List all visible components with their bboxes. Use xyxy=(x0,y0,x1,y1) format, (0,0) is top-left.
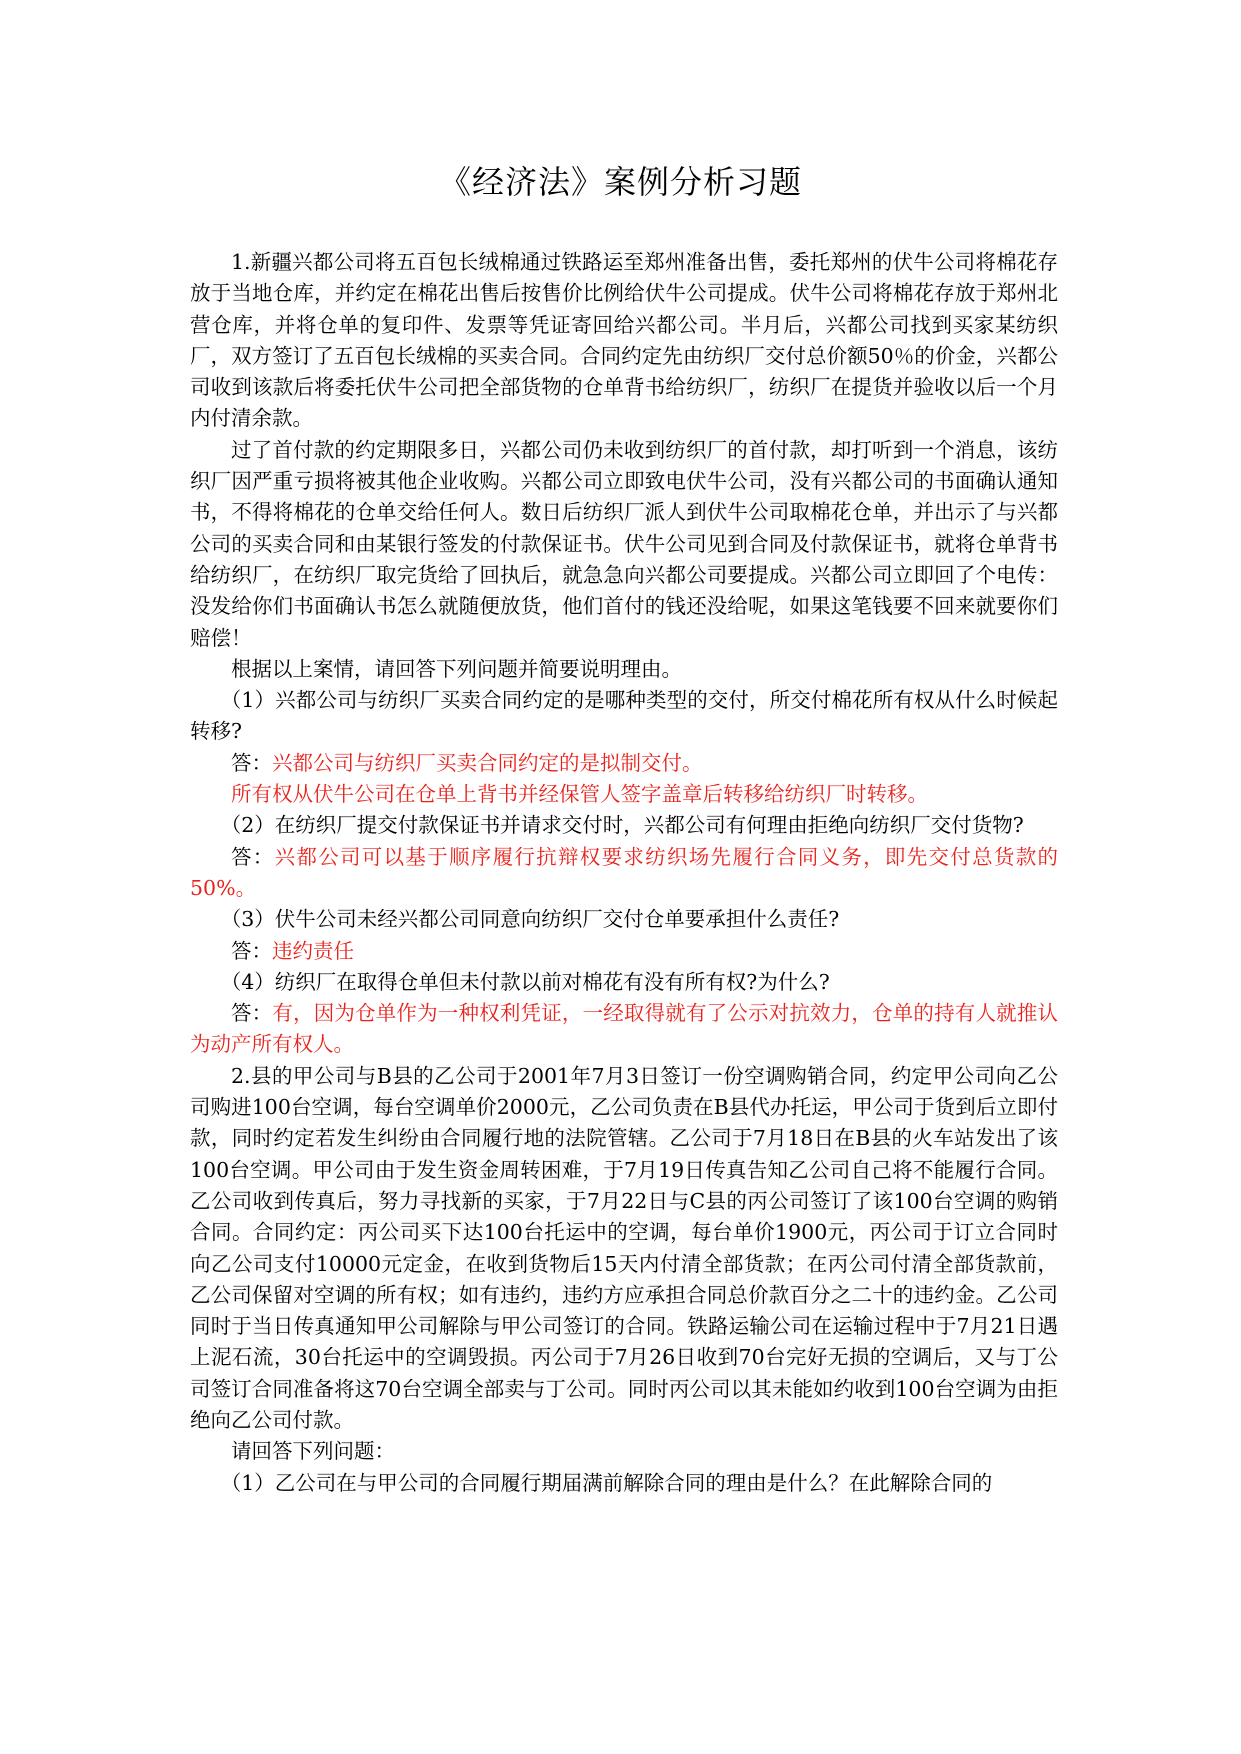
case1-answer-3 xyxy=(190,936,1058,967)
case1-answer-1-continued: 所有权从伏牛公司在仓单上背书并经保管人签字盖章后转移给纺织厂时转移。 xyxy=(231,782,928,807)
page-title: 《经济法》案例分析习题 xyxy=(438,163,802,201)
case1-question-3: （3）伏牛公司未经兴都公司同意向纺织厂交付仓单要承担什么责任? xyxy=(220,907,840,932)
case1-answer-2 xyxy=(190,842,1058,905)
document-body xyxy=(190,247,1058,1499)
answer-label: 答： xyxy=(231,750,272,775)
case1-question-1: （1）兴都公司与纺织厂买卖合同约定的是哪种类型的交付，所交付棉花所有权从什么时候起转移? xyxy=(190,688,1058,744)
answer-label: 答： xyxy=(231,1001,273,1026)
case1-answer-1 xyxy=(190,748,1058,779)
case1-instruction: 根据以上案情，请回答下列问题并简要说明理由。 xyxy=(231,656,682,681)
case1-question-4: （4）纺织厂在取得仓单但未付款以前对棉花有没有所有权?为什么? xyxy=(220,969,830,994)
answer-text: 违约责任 xyxy=(272,938,354,963)
answer-label: 答： xyxy=(231,844,275,869)
case2-instruction: 请回答下列问题： xyxy=(231,1439,395,1464)
case1-paragraph-2: 过了首付款的约定期限多日，兴都公司仍未收到纺织厂的首付款，却打听到一个消息，该纺织厂因严重亏损将被其他企业收购。兴都公司立即致电伏牛公司，没有兴都公司的书面确认通知书，不得将棉花的仓单交给任何人。数日后纺织厂派人到伏牛公司取棉花仓单，并出示了与兴都公司的买卖合同和由某银行签发的付款保证书。伏牛公司见到合同及付款保证书，就将仓单背书给纺织厂，在纺织厂取完货给了回执后，就急急向兴都公司要提成。兴都公司立即回了个电传：没发给你们书面确认书怎么就随便放货，他们首付的钱还没给呢，如果这笔钱要不回来就要你们赔偿！ xyxy=(190,437,1058,650)
case2-question-1: （1）乙公司在与甲公司的合同履行期届满前解除合同的理由是什么？在此解除合同的 xyxy=(220,1470,993,1495)
case1-answer-4 xyxy=(190,998,1058,1061)
case1-paragraph-1: 1.新疆兴都公司将五百包长绒棉通过铁路运至郑州准备出售，委托郑州的伏牛公司将棉花存放于当地仓库，并约定在棉花出售后按售价比例给伏牛公司提成。伏牛公司将棉花存放于郑州北营仓库，并将仓单的复印件、发票等凭证寄回给兴都公司。半月后，兴都公司找到买家某纺织厂，双方签订了五百包长绒棉的买卖合同。合同约定先由纺织厂交付总价额50％的价金，兴都公司收到该款后将委托伏牛公司把全部货物的仓单背书给纺织厂，纺织厂在提货并验收以后一个月内付清余款。 xyxy=(190,250,1058,431)
case2-paragraph-1: 2.县的甲公司与B县的乙公司于2001年7月3日签订一份空调购销合同，约定甲公司向乙公司购进100台空调，每台空调单价2000元，乙公司负责在B县代办托运，甲公司于货到后立即付款，同时约定若发生纠纷由合同履行地的法院管辖。乙公司于7月18日在B县的火车站发出了该100台空调。甲公司由于发生资金周转困难，于7月19日传真告知乙公司自己将不能履行合同。乙公司收到传真后，努力寻找新的买家，于7月22日与C县的丙公司签订了该100台空调的购销合同。合同约定：丙公司买下达100台托运中的空调，每台单价1900元，丙公司于订立合同时向乙公司支付10000元定金，在收到货物后15天内付清全部货款；在丙公司付清全部货款前，乙公司保留对空调的所有权；如有违约，违约方应承担合同总价款百分之二十的违约金。乙公司同时于当日传真通知甲公司解除与甲公司签订的合同。铁路运输公司在运输过程中于7月21日遇上泥石流，30台托运中的空调毁损。丙公司于7月26日收到70台完好无损的空调后，又与丁公司签订合同准备将这70台空调全部卖与丁公司。同时丙公司以其未能如约收到100台空调为由拒绝向乙公司付款。 xyxy=(190,1063,1058,1432)
answer-text: 兴都公司与纺织厂买卖合同约定的是拟制交付。 xyxy=(272,750,703,775)
case1-question-2: （2）在纺织厂提交付款保证书并请求交付时，兴都公司有何理由拒绝向纺织厂交付货物? xyxy=(220,813,1024,838)
answer-text: 有，因为仓单作为一种权利凭证，一经取得就有了公示对抗效力，仓单的持有人就推认为动产所有权人。 xyxy=(190,1001,1058,1057)
answer-label: 答： xyxy=(231,938,272,963)
answer-text: 兴都公司可以基于顺序履行抗辩权要求纺织场先履行合同义务，即先交付总货款的50%。 xyxy=(190,844,1059,900)
